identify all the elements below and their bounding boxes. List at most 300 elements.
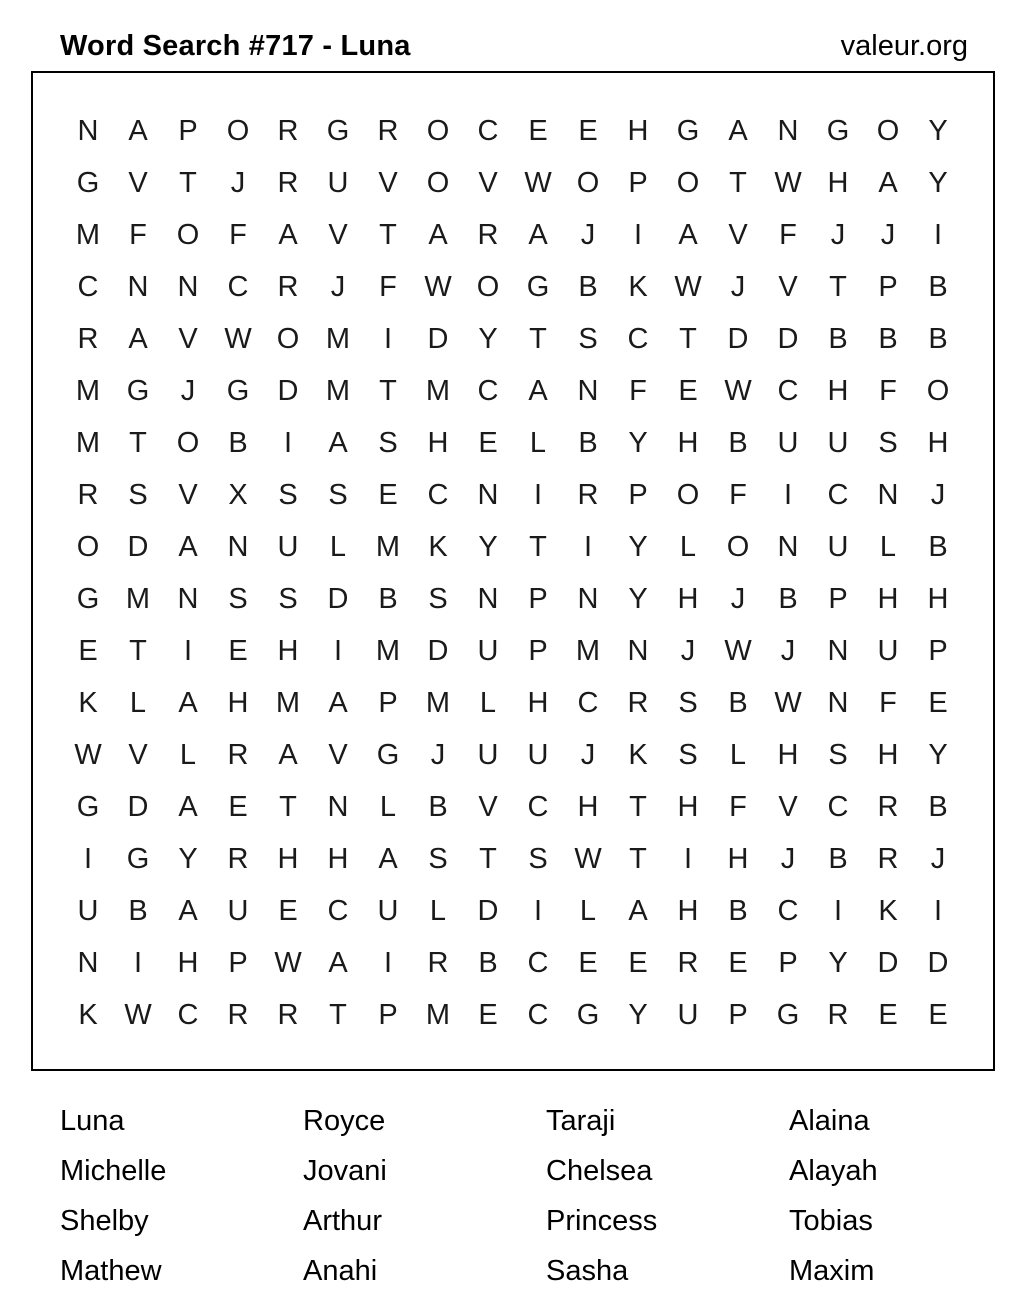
grid-letter[interactable]: O bbox=[876, 114, 900, 147]
grid-letter[interactable]: U bbox=[227, 894, 249, 927]
grid-letter[interactable]: T bbox=[729, 166, 747, 199]
grid-letter[interactable]: E bbox=[228, 790, 248, 823]
grid-letter[interactable]: W bbox=[724, 634, 752, 667]
grid-letter[interactable]: C bbox=[327, 894, 349, 927]
grid-letter[interactable]: H bbox=[877, 738, 899, 771]
grid-letter[interactable]: S bbox=[278, 478, 298, 511]
grid-letter[interactable]: M bbox=[575, 634, 601, 667]
grid-letter[interactable]: Y bbox=[628, 998, 648, 1031]
grid-letter[interactable]: S bbox=[878, 426, 898, 459]
grid-letter[interactable]: K bbox=[78, 686, 98, 719]
grid-letter[interactable]: H bbox=[227, 686, 249, 719]
grid-letter[interactable]: P bbox=[778, 946, 798, 979]
grid-letter[interactable]: A bbox=[878, 166, 898, 199]
grid-letter[interactable]: V bbox=[128, 166, 148, 199]
grid-letter[interactable]: V bbox=[728, 218, 748, 251]
grid-letter[interactable]: A bbox=[128, 114, 148, 147]
grid-letter[interactable]: N bbox=[577, 582, 599, 615]
grid-letter[interactable]: U bbox=[477, 634, 499, 667]
grid-letter[interactable]: T bbox=[629, 842, 647, 875]
grid-letter[interactable]: I bbox=[683, 842, 693, 875]
grid-letter[interactable]: F bbox=[729, 478, 747, 511]
grid-letter[interactable]: T bbox=[279, 790, 297, 823]
grid-letter[interactable]: T bbox=[379, 374, 397, 407]
grid-letter[interactable]: G bbox=[576, 998, 600, 1031]
grid-letter[interactable]: J bbox=[430, 738, 446, 771]
grid-letter[interactable]: B bbox=[428, 790, 448, 823]
grid-letter[interactable]: B bbox=[728, 686, 748, 719]
grid-letter[interactable]: O bbox=[726, 530, 750, 563]
grid-letter[interactable]: E bbox=[578, 114, 598, 147]
grid-letter[interactable]: E bbox=[878, 998, 898, 1031]
grid-letter[interactable]: R bbox=[77, 322, 99, 355]
grid-letter[interactable]: N bbox=[177, 270, 199, 303]
grid-letter[interactable]: V bbox=[378, 166, 398, 199]
grid-letter[interactable]: H bbox=[327, 842, 349, 875]
grid-letter[interactable]: I bbox=[133, 946, 143, 979]
grid-letter[interactable]: O bbox=[576, 166, 600, 199]
grid-letter[interactable]: P bbox=[928, 634, 948, 667]
grid-letter[interactable]: P bbox=[628, 478, 648, 511]
grid-letter[interactable]: L bbox=[679, 530, 697, 563]
grid-letter[interactable]: E bbox=[478, 426, 498, 459]
grid-letter[interactable]: O bbox=[476, 270, 500, 303]
grid-letter[interactable]: M bbox=[75, 426, 101, 459]
grid-letter[interactable]: V bbox=[128, 738, 148, 771]
grid-letter[interactable]: U bbox=[777, 426, 799, 459]
grid-letter[interactable]: M bbox=[75, 218, 101, 251]
grid-letter[interactable]: M bbox=[325, 322, 351, 355]
grid-letter[interactable]: A bbox=[678, 218, 698, 251]
grid-letter[interactable]: E bbox=[678, 374, 698, 407]
grid-letter[interactable]: S bbox=[828, 738, 848, 771]
grid-letter[interactable]: H bbox=[927, 426, 949, 459]
grid-letter[interactable]: H bbox=[627, 114, 649, 147]
grid-letter[interactable]: G bbox=[326, 114, 350, 147]
grid-letter[interactable]: E bbox=[528, 114, 548, 147]
grid-letter[interactable]: N bbox=[877, 478, 899, 511]
grid-letter[interactable]: T bbox=[829, 270, 847, 303]
grid-letter[interactable]: H bbox=[727, 842, 749, 875]
grid-letter[interactable]: I bbox=[83, 842, 93, 875]
grid-letter[interactable]: V bbox=[778, 790, 798, 823]
grid-letter[interactable]: Y bbox=[928, 738, 948, 771]
grid-letter[interactable]: C bbox=[527, 946, 549, 979]
grid-letter[interactable]: I bbox=[333, 634, 343, 667]
grid-letter[interactable]: G bbox=[376, 738, 400, 771]
grid-letter[interactable]: H bbox=[677, 790, 699, 823]
grid-letter[interactable]: D bbox=[727, 322, 749, 355]
grid-letter[interactable]: Y bbox=[928, 114, 948, 147]
grid-letter[interactable]: X bbox=[228, 478, 248, 511]
grid-letter[interactable]: W bbox=[124, 998, 152, 1031]
grid-letter[interactable]: I bbox=[933, 218, 943, 251]
grid-letter[interactable]: B bbox=[878, 322, 898, 355]
grid-letter[interactable]: B bbox=[378, 582, 398, 615]
grid-letter[interactable]: W bbox=[724, 374, 752, 407]
grid-letter[interactable]: G bbox=[826, 114, 850, 147]
grid-letter[interactable]: N bbox=[477, 478, 499, 511]
grid-letter[interactable]: D bbox=[777, 322, 799, 355]
grid-letter[interactable]: A bbox=[278, 738, 298, 771]
grid-letter[interactable]: W bbox=[424, 270, 452, 303]
grid-letter[interactable]: P bbox=[528, 582, 548, 615]
grid-letter[interactable]: N bbox=[77, 946, 99, 979]
grid-letter[interactable]: W bbox=[674, 270, 702, 303]
grid-letter[interactable]: I bbox=[383, 946, 393, 979]
grid-letter[interactable]: W bbox=[774, 166, 802, 199]
grid-letter[interactable]: C bbox=[77, 270, 99, 303]
grid-letter[interactable]: H bbox=[427, 426, 449, 459]
grid-letter[interactable]: A bbox=[378, 842, 398, 875]
grid-letter[interactable]: S bbox=[678, 738, 698, 771]
grid-letter[interactable]: H bbox=[827, 166, 849, 199]
grid-letter[interactable]: N bbox=[827, 686, 849, 719]
grid-letter[interactable]: I bbox=[533, 478, 543, 511]
grid-letter[interactable]: B bbox=[478, 946, 498, 979]
grid-letter[interactable]: W bbox=[74, 738, 102, 771]
grid-letter[interactable]: M bbox=[325, 374, 351, 407]
grid-letter[interactable]: C bbox=[777, 374, 799, 407]
grid-letter[interactable]: H bbox=[677, 426, 699, 459]
grid-letter[interactable]: J bbox=[730, 270, 746, 303]
grid-letter[interactable]: R bbox=[477, 218, 499, 251]
grid-letter[interactable]: N bbox=[77, 114, 99, 147]
grid-letter[interactable]: M bbox=[75, 374, 101, 407]
grid-letter[interactable]: F bbox=[879, 686, 897, 719]
grid-letter[interactable]: U bbox=[677, 998, 699, 1031]
grid-letter[interactable]: Y bbox=[478, 322, 498, 355]
grid-letter[interactable]: I bbox=[183, 634, 193, 667]
grid-letter[interactable]: D bbox=[327, 582, 349, 615]
grid-letter[interactable]: W bbox=[524, 166, 552, 199]
grid-letter[interactable]: G bbox=[126, 842, 150, 875]
grid-letter[interactable]: A bbox=[628, 894, 648, 927]
grid-letter[interactable]: K bbox=[78, 998, 98, 1031]
grid-letter[interactable]: M bbox=[425, 686, 451, 719]
grid-letter[interactable]: F bbox=[779, 218, 797, 251]
grid-letter[interactable]: H bbox=[527, 686, 549, 719]
grid-letter[interactable]: Y bbox=[628, 530, 648, 563]
grid-letter[interactable]: O bbox=[426, 114, 450, 147]
grid-letter[interactable]: P bbox=[728, 998, 748, 1031]
grid-letter[interactable]: L bbox=[529, 426, 547, 459]
grid-letter[interactable]: V bbox=[328, 218, 348, 251]
grid-letter[interactable]: I bbox=[533, 894, 543, 927]
grid-letter[interactable]: U bbox=[877, 634, 899, 667]
grid-letter[interactable]: S bbox=[428, 842, 448, 875]
grid-letter[interactable]: U bbox=[377, 894, 399, 927]
grid-letter[interactable]: N bbox=[777, 530, 799, 563]
grid-letter[interactable]: L bbox=[379, 790, 397, 823]
grid-letter[interactable]: G bbox=[226, 374, 250, 407]
grid-letter[interactable]: P bbox=[828, 582, 848, 615]
grid-letter[interactable]: B bbox=[228, 426, 248, 459]
grid-letter[interactable]: B bbox=[928, 790, 948, 823]
grid-letter[interactable]: M bbox=[425, 998, 451, 1031]
grid-letter[interactable]: K bbox=[628, 270, 648, 303]
grid-letter[interactable]: O bbox=[176, 426, 200, 459]
grid-letter[interactable]: J bbox=[180, 374, 196, 407]
grid-letter[interactable]: G bbox=[676, 114, 700, 147]
grid-letter[interactable]: R bbox=[277, 270, 299, 303]
grid-letter[interactable]: U bbox=[327, 166, 349, 199]
grid-letter[interactable]: P bbox=[628, 166, 648, 199]
grid-letter[interactable]: M bbox=[375, 530, 401, 563]
grid-letter[interactable]: B bbox=[828, 842, 848, 875]
grid-letter[interactable]: R bbox=[227, 998, 249, 1031]
grid-letter[interactable]: O bbox=[226, 114, 250, 147]
grid-letter[interactable]: A bbox=[278, 218, 298, 251]
grid-letter[interactable]: A bbox=[428, 218, 448, 251]
grid-letter[interactable]: R bbox=[77, 478, 99, 511]
grid-letter[interactable]: R bbox=[827, 998, 849, 1031]
grid-letter[interactable]: O bbox=[76, 530, 100, 563]
grid-letter[interactable]: D bbox=[127, 530, 149, 563]
grid-letter[interactable]: C bbox=[527, 790, 549, 823]
grid-letter[interactable]: S bbox=[278, 582, 298, 615]
grid-letter[interactable]: J bbox=[930, 478, 946, 511]
grid-letter[interactable]: R bbox=[677, 946, 699, 979]
grid-letter[interactable]: R bbox=[227, 842, 249, 875]
grid-letter[interactable]: S bbox=[528, 842, 548, 875]
grid-letter[interactable]: V bbox=[328, 738, 348, 771]
grid-letter[interactable]: O bbox=[926, 374, 950, 407]
grid-letter[interactable]: M bbox=[375, 634, 401, 667]
grid-letter[interactable]: R bbox=[877, 790, 899, 823]
grid-letter[interactable]: L bbox=[479, 686, 497, 719]
grid-letter[interactable]: H bbox=[827, 374, 849, 407]
grid-letter[interactable]: C bbox=[827, 478, 849, 511]
grid-letter[interactable]: O bbox=[276, 322, 300, 355]
grid-letter[interactable]: H bbox=[877, 582, 899, 615]
grid-letter[interactable]: B bbox=[728, 426, 748, 459]
grid-letter[interactable]: O bbox=[426, 166, 450, 199]
grid-letter[interactable]: J bbox=[880, 218, 896, 251]
grid-letter[interactable]: A bbox=[128, 322, 148, 355]
grid-letter[interactable]: B bbox=[828, 322, 848, 355]
grid-letter[interactable]: R bbox=[277, 998, 299, 1031]
grid-letter[interactable]: E bbox=[928, 998, 948, 1031]
grid-letter[interactable]: S bbox=[128, 478, 148, 511]
grid-letter[interactable]: C bbox=[477, 374, 499, 407]
grid-letter[interactable]: R bbox=[877, 842, 899, 875]
grid-letter[interactable]: F bbox=[229, 218, 247, 251]
grid-letter[interactable]: B bbox=[928, 322, 948, 355]
grid-letter[interactable]: Y bbox=[478, 530, 498, 563]
grid-letter[interactable]: T bbox=[529, 322, 547, 355]
grid-letter[interactable]: T bbox=[529, 530, 547, 563]
grid-letter[interactable]: W bbox=[224, 322, 252, 355]
grid-letter[interactable]: V bbox=[478, 166, 498, 199]
grid-letter[interactable]: B bbox=[578, 426, 598, 459]
grid-letter[interactable]: J bbox=[580, 218, 596, 251]
grid-letter[interactable]: P bbox=[178, 114, 198, 147]
grid-letter[interactable]: L bbox=[429, 894, 447, 927]
grid-letter[interactable]: K bbox=[878, 894, 898, 927]
grid-letter[interactable]: P bbox=[878, 270, 898, 303]
grid-letter[interactable]: F bbox=[129, 218, 147, 251]
grid-letter[interactable]: R bbox=[577, 478, 599, 511]
grid-letter[interactable]: F bbox=[379, 270, 397, 303]
grid-letter[interactable]: T bbox=[129, 426, 147, 459]
grid-letter[interactable]: N bbox=[227, 530, 249, 563]
grid-letter[interactable]: D bbox=[427, 634, 449, 667]
grid-letter[interactable]: I bbox=[383, 322, 393, 355]
grid-letter[interactable]: H bbox=[677, 582, 699, 615]
grid-letter[interactable]: A bbox=[328, 946, 348, 979]
grid-letter[interactable]: B bbox=[128, 894, 148, 927]
grid-letter[interactable]: N bbox=[577, 374, 599, 407]
grid-letter[interactable]: B bbox=[578, 270, 598, 303]
grid-letter[interactable]: A bbox=[178, 686, 198, 719]
grid-letter[interactable]: D bbox=[127, 790, 149, 823]
grid-letter[interactable]: J bbox=[780, 634, 796, 667]
grid-letter[interactable]: Y bbox=[928, 166, 948, 199]
grid-letter[interactable]: Y bbox=[628, 582, 648, 615]
grid-letter[interactable]: A bbox=[178, 894, 198, 927]
grid-letter[interactable]: K bbox=[628, 738, 648, 771]
grid-letter[interactable]: D bbox=[277, 374, 299, 407]
grid-letter[interactable]: E bbox=[628, 946, 648, 979]
grid-letter[interactable]: I bbox=[833, 894, 843, 927]
grid-letter[interactable]: T bbox=[179, 166, 197, 199]
grid-letter[interactable]: S bbox=[428, 582, 448, 615]
grid-letter[interactable]: R bbox=[277, 114, 299, 147]
grid-letter[interactable]: P bbox=[228, 946, 248, 979]
grid-letter[interactable]: O bbox=[676, 478, 700, 511]
grid-letter[interactable]: L bbox=[329, 530, 347, 563]
grid-letter[interactable]: P bbox=[378, 686, 398, 719]
grid-letter[interactable]: J bbox=[730, 582, 746, 615]
grid-letter[interactable]: I bbox=[933, 894, 943, 927]
grid-letter[interactable]: P bbox=[378, 998, 398, 1031]
grid-letter[interactable]: I bbox=[633, 218, 643, 251]
grid-letter[interactable]: E bbox=[728, 946, 748, 979]
grid-letter[interactable]: L bbox=[729, 738, 747, 771]
grid-letter[interactable]: W bbox=[274, 946, 302, 979]
grid-letter[interactable]: M bbox=[125, 582, 151, 615]
grid-letter[interactable]: U bbox=[827, 530, 849, 563]
grid-letter[interactable]: A bbox=[178, 790, 198, 823]
grid-letter[interactable]: G bbox=[76, 582, 100, 615]
grid-letter[interactable]: T bbox=[129, 634, 147, 667]
grid-letter[interactable]: T bbox=[679, 322, 697, 355]
grid-letter[interactable]: M bbox=[425, 374, 451, 407]
grid-letter[interactable]: U bbox=[477, 738, 499, 771]
grid-letter[interactable]: C bbox=[477, 114, 499, 147]
grid-letter[interactable]: E bbox=[228, 634, 248, 667]
grid-letter[interactable]: V bbox=[178, 478, 198, 511]
grid-letter[interactable]: C bbox=[627, 322, 649, 355]
grid-letter[interactable]: L bbox=[579, 894, 597, 927]
grid-letter[interactable]: E bbox=[928, 686, 948, 719]
grid-letter[interactable]: I bbox=[583, 530, 593, 563]
grid-letter[interactable]: A bbox=[328, 426, 348, 459]
grid-letter[interactable]: U bbox=[277, 530, 299, 563]
grid-letter[interactable]: R bbox=[627, 686, 649, 719]
grid-letter[interactable]: M bbox=[275, 686, 301, 719]
grid-letter[interactable]: O bbox=[676, 166, 700, 199]
grid-letter[interactable]: T bbox=[329, 998, 347, 1031]
grid-letter[interactable]: G bbox=[76, 166, 100, 199]
grid-letter[interactable]: E bbox=[378, 478, 398, 511]
grid-letter[interactable]: E bbox=[78, 634, 98, 667]
grid-letter[interactable]: A bbox=[728, 114, 748, 147]
grid-letter[interactable]: J bbox=[830, 218, 846, 251]
grid-letter[interactable]: G bbox=[776, 998, 800, 1031]
grid-letter[interactable]: U bbox=[77, 894, 99, 927]
grid-letter[interactable]: J bbox=[330, 270, 346, 303]
grid-letter[interactable]: B bbox=[928, 270, 948, 303]
grid-letter[interactable]: G bbox=[76, 790, 100, 823]
grid-letter[interactable]: B bbox=[778, 582, 798, 615]
grid-letter[interactable]: P bbox=[528, 634, 548, 667]
grid-letter[interactable]: H bbox=[177, 946, 199, 979]
grid-letter[interactable]: H bbox=[677, 894, 699, 927]
grid-letter[interactable]: G bbox=[526, 270, 550, 303]
grid-letter[interactable]: U bbox=[827, 426, 849, 459]
grid-letter[interactable]: J bbox=[230, 166, 246, 199]
grid-letter[interactable]: E bbox=[478, 998, 498, 1031]
grid-letter[interactable]: F bbox=[879, 374, 897, 407]
grid-letter[interactable]: H bbox=[277, 634, 299, 667]
grid-letter[interactable]: Y bbox=[178, 842, 198, 875]
grid-letter[interactable]: H bbox=[777, 738, 799, 771]
grid-letter[interactable]: J bbox=[930, 842, 946, 875]
grid-letter[interactable]: C bbox=[177, 998, 199, 1031]
grid-letter[interactable]: A bbox=[528, 218, 548, 251]
grid-letter[interactable]: C bbox=[577, 686, 599, 719]
grid-letter[interactable]: R bbox=[427, 946, 449, 979]
grid-letter[interactable]: W bbox=[574, 842, 602, 875]
grid-letter[interactable]: U bbox=[527, 738, 549, 771]
grid-letter[interactable]: N bbox=[477, 582, 499, 615]
grid-letter[interactable]: G bbox=[126, 374, 150, 407]
grid-letter[interactable]: J bbox=[780, 842, 796, 875]
grid-letter[interactable]: C bbox=[227, 270, 249, 303]
grid-letter[interactable]: I bbox=[283, 426, 293, 459]
grid-letter[interactable]: B bbox=[728, 894, 748, 927]
grid-letter[interactable]: J bbox=[580, 738, 596, 771]
grid-letter[interactable]: L bbox=[129, 686, 147, 719]
grid-letter[interactable]: Y bbox=[828, 946, 848, 979]
grid-letter[interactable]: A bbox=[178, 530, 198, 563]
grid-letter[interactable]: D bbox=[927, 946, 949, 979]
grid-letter[interactable]: H bbox=[927, 582, 949, 615]
grid-letter[interactable]: N bbox=[127, 270, 149, 303]
grid-letter[interactable]: J bbox=[680, 634, 696, 667]
grid-letter[interactable]: V bbox=[778, 270, 798, 303]
grid-letter[interactable]: C bbox=[827, 790, 849, 823]
grid-letter[interactable]: C bbox=[777, 894, 799, 927]
grid-letter[interactable]: V bbox=[478, 790, 498, 823]
grid-letter[interactable]: E bbox=[278, 894, 298, 927]
grid-letter[interactable]: Y bbox=[628, 426, 648, 459]
grid-letter[interactable]: D bbox=[877, 946, 899, 979]
grid-letter[interactable]: O bbox=[176, 218, 200, 251]
grid-letter[interactable]: C bbox=[427, 478, 449, 511]
grid-letter[interactable]: D bbox=[427, 322, 449, 355]
grid-letter[interactable]: C bbox=[527, 998, 549, 1031]
grid-letter[interactable]: N bbox=[177, 582, 199, 615]
grid-letter[interactable]: N bbox=[777, 114, 799, 147]
grid-letter[interactable]: S bbox=[378, 426, 398, 459]
grid-letter[interactable]: L bbox=[179, 738, 197, 771]
grid-letter[interactable]: N bbox=[327, 790, 349, 823]
grid-letter[interactable]: S bbox=[578, 322, 598, 355]
grid-letter[interactable]: F bbox=[729, 790, 747, 823]
